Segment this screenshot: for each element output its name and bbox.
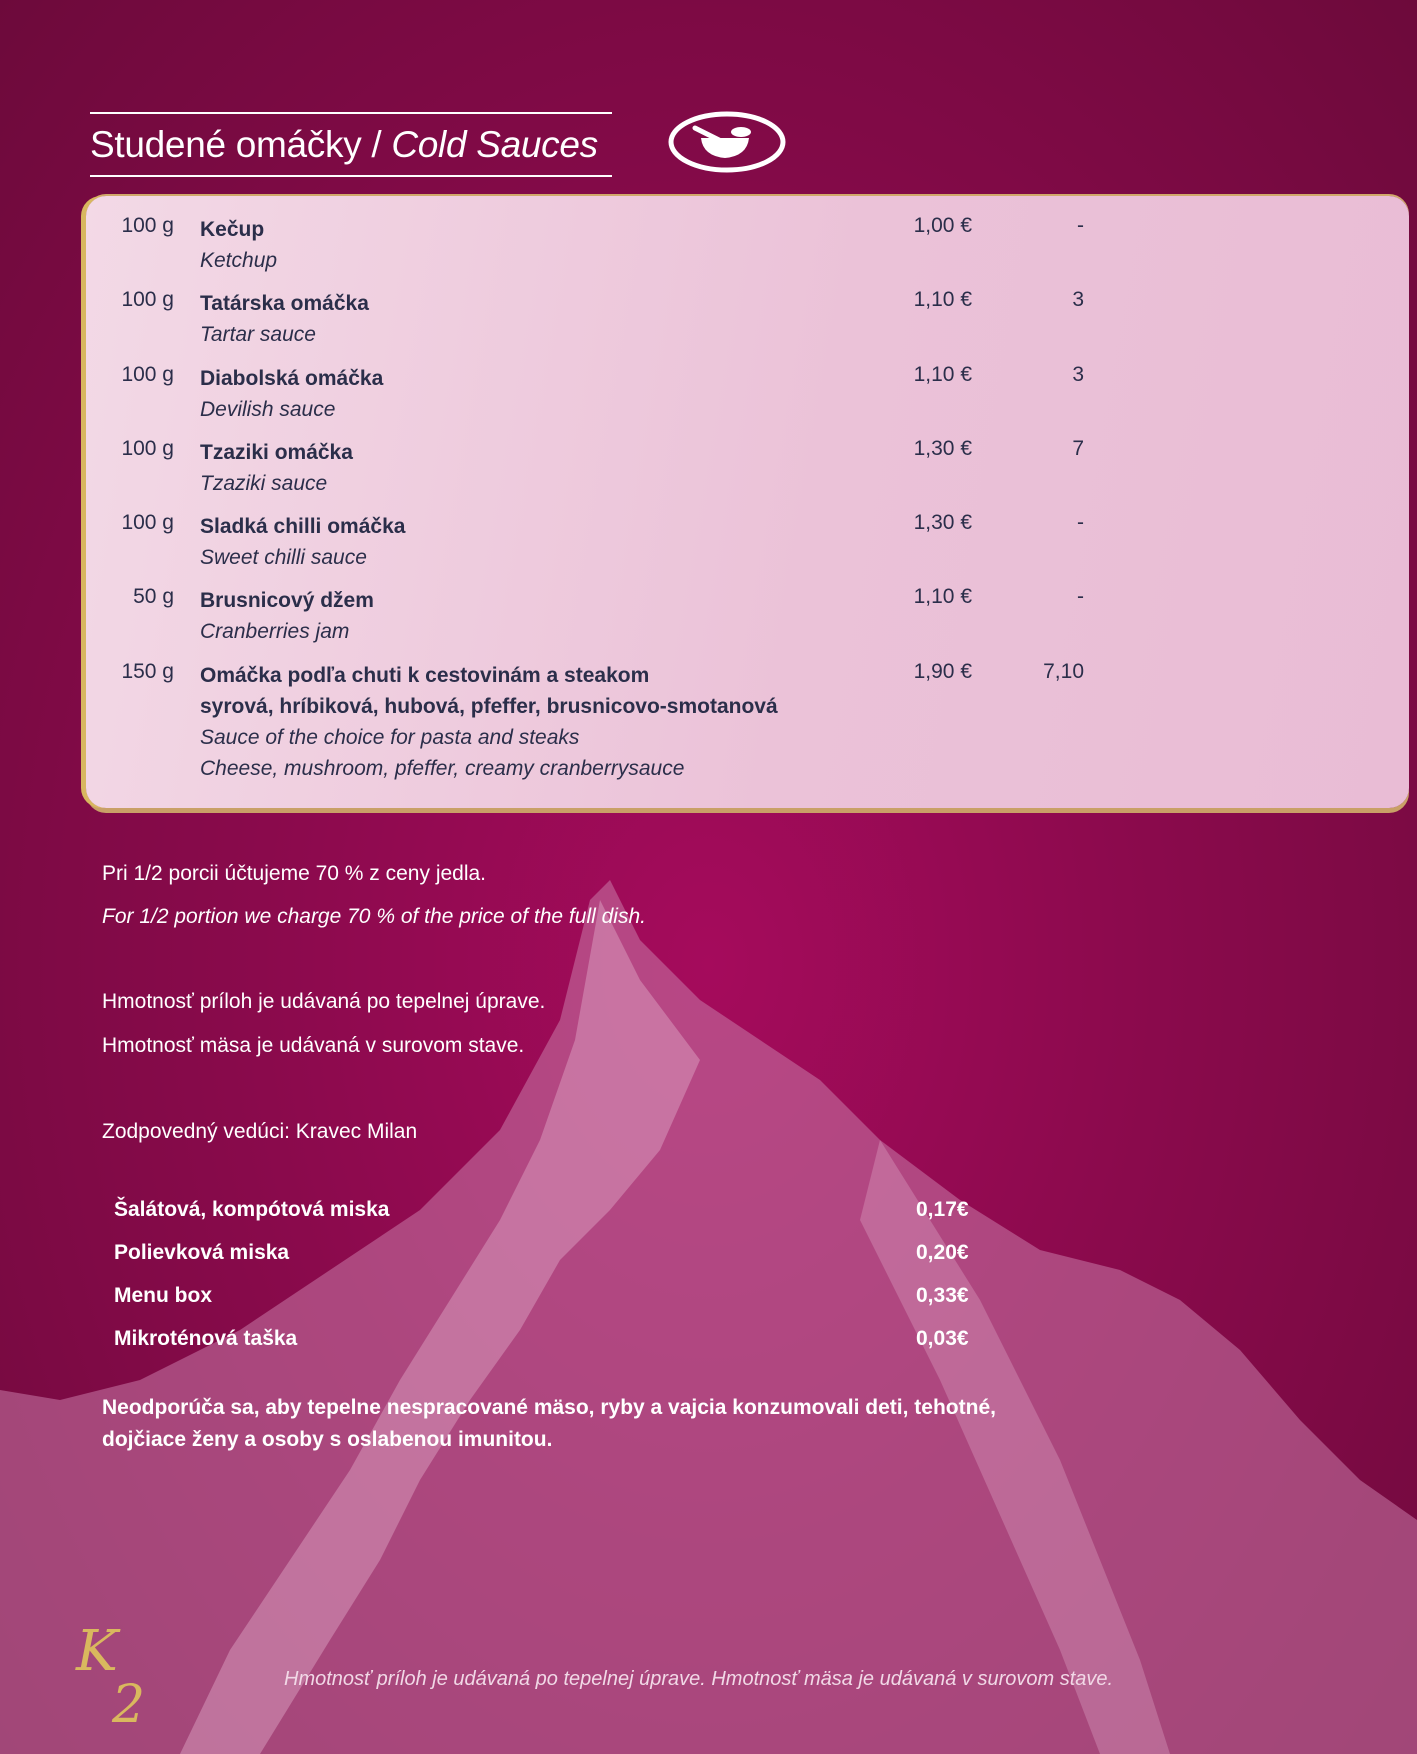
item-weight: 50 g [133, 585, 174, 608]
sauce-bowl-icon [667, 110, 787, 174]
packaging-label: Šalátová, kompótová miska [114, 1198, 390, 1221]
k2-logo [72, 1618, 162, 1728]
packaging-price: 0,03€ [916, 1327, 969, 1350]
item-weight: 100 g [121, 288, 174, 311]
item-name-sk-detail: syrová, hríbiková, hubová, pfeffer, brusnicovo-smotanová [200, 695, 778, 718]
half-portion-note-en: For 1/2 portion we charge 70 % of the price of the full dish. [102, 905, 646, 928]
item-price: 1,10 € [913, 363, 972, 386]
item-name-en: Sauce of the choice for pasta and steaks [200, 726, 580, 749]
item-name-sk: Brusnicový džem [200, 589, 374, 612]
item-allergens: - [1077, 214, 1084, 237]
item-name-sk: Diabolská omáčka [200, 367, 384, 390]
item-name-en-detail: Cheese, mushroom, pfeffer, creamy cranberrysauce [200, 757, 685, 780]
menu-panel [86, 196, 1409, 808]
packaging-row [114, 1198, 974, 1222]
item-name-sk: Omáčka podľa chuti k cestovinám a steakom [200, 664, 650, 687]
item-names [200, 214, 277, 276]
item-price: 1,90 € [913, 660, 972, 683]
item-names [200, 288, 369, 350]
item-allergens: - [1077, 585, 1084, 608]
item-name-en: Tzaziki sauce [200, 472, 328, 495]
logo-digit-2: 2 [112, 1675, 146, 1728]
health-warning [102, 1392, 1062, 1456]
warning-line-2: dojčiace ženy a osoby s oslabenou imunitou. [102, 1428, 553, 1451]
title-sk: Studené omáčky / [90, 124, 392, 165]
logo-letter-k: K [76, 1619, 118, 1684]
item-name-en: Ketchup [200, 249, 278, 272]
item-names [200, 363, 383, 425]
item-allergens: 7 [1072, 437, 1084, 460]
item-price: 1,10 € [913, 288, 972, 311]
packaging-price: 0,20€ [916, 1241, 969, 1264]
item-price: 1,10 € [913, 585, 972, 608]
item-names [200, 437, 353, 499]
packaging-label: Menu box [114, 1284, 212, 1307]
item-price: 1,00 € [913, 214, 972, 237]
packaging-label: Polievková miska [114, 1241, 290, 1264]
manager-note: Zodpovedný vedúci: Kravec Milan [102, 1120, 418, 1143]
side-weight-note: Hmotnosť príloh je udávaná po tepelnej úprave. [102, 990, 546, 1013]
item-name-sk: Kečup [200, 218, 265, 241]
packaging-price: 0,17€ [916, 1198, 969, 1221]
item-weight: 100 g [121, 363, 174, 386]
meat-weight-note: Hmotnosť mäsa je udávaná v surovom stave. [102, 1034, 525, 1057]
item-weight: 100 g [121, 437, 174, 460]
item-allergens: 3 [1072, 363, 1084, 386]
packaging-row [114, 1284, 974, 1308]
packaging-price: 0,33€ [916, 1284, 969, 1307]
half-portion-note-sk: Pri 1/2 porcii účtujeme 70 % z ceny jedla. [102, 862, 487, 885]
item-name-en: Tartar sauce [200, 323, 316, 346]
item-names [200, 585, 374, 647]
item-allergens: 7,10 [1043, 660, 1084, 683]
warning-line-1: Neodporúča sa, aby tepelne nespracované mäso, ryby a vajcia konzumovali deti, tehotné, [102, 1396, 996, 1419]
item-weight: 150 g [121, 660, 174, 683]
title-bottom-rule [90, 175, 612, 177]
item-name-en: Cranberries jam [200, 620, 350, 643]
item-name-en: Sweet chilli sauce [200, 546, 367, 569]
item-names [200, 511, 405, 573]
item-name-sk: Tzaziki omáčka [200, 441, 353, 464]
item-weight: 100 g [121, 511, 174, 534]
item-allergens: 3 [1072, 288, 1084, 311]
packaging-label: Mikroténová taška [114, 1327, 298, 1350]
item-price: 1,30 € [913, 511, 972, 534]
item-name-sk: Sladká chilli omáčka [200, 515, 406, 538]
footer-note: Hmotnosť príloh je udávaná po tepelnej úprave. Hmotnosť mäsa je udávaná v surovom stave. [284, 1668, 1114, 1690]
title-en: Cold Sauces [391, 124, 598, 165]
packaging-row [114, 1327, 974, 1351]
item-name-en: Devilish sauce [200, 398, 336, 421]
item-allergens: - [1077, 511, 1084, 534]
section-title-block [90, 112, 612, 177]
item-weight: 100 g [121, 214, 174, 237]
item-name-sk: Tatárska omáčka [200, 292, 369, 315]
section-title [90, 114, 612, 175]
packaging-row [114, 1241, 974, 1265]
item-names [200, 660, 778, 784]
item-price: 1,30 € [913, 437, 972, 460]
